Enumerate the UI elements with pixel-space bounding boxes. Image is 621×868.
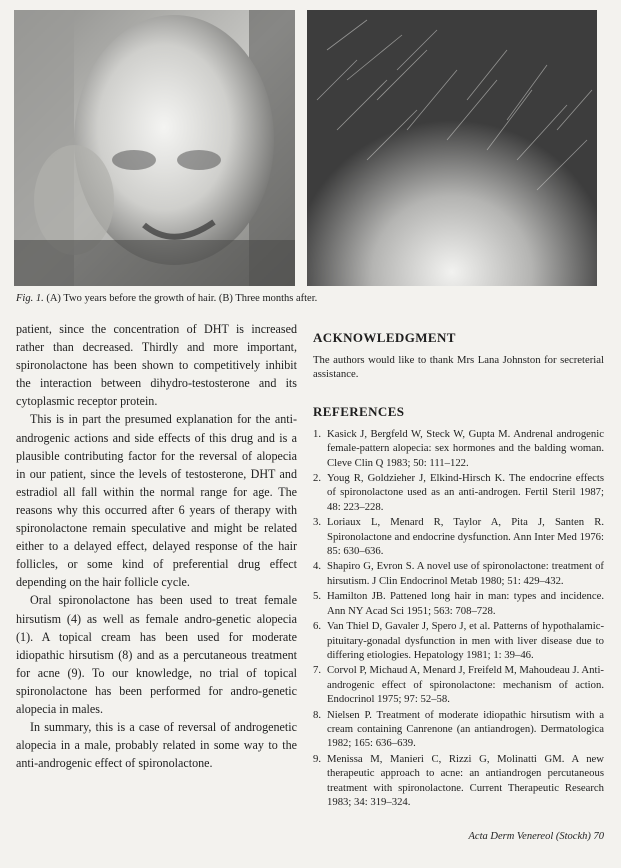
acknowledgment-heading: ACKNOWLEDGMENT (313, 330, 456, 345)
body-text-column (16, 320, 297, 772)
reference-item (313, 515, 604, 558)
references-list (313, 427, 604, 810)
reference-text: Youg R, Goldzieher J, Elkind-Hirsch K. The endocrine effects of spironolactone used as an anti-androgen. Fertil Steril 1987; 48: 223–228. (327, 472, 604, 513)
journal-footer: Acta Derm Venereol (Stockh) 70 (468, 831, 604, 842)
reference-text: Loriaux L, Menard R, Taylor A, Pita J, Santen R. Spironolactone and endocrine dysfunction. Ann Inter Med 1976: 85: 630–636. (327, 516, 604, 558)
reference-item (313, 589, 604, 618)
reference-number: 2. (313, 472, 322, 485)
acknowledgment-references-column (313, 330, 604, 810)
acknowledgment-text: The authors would like to thank Mrs Lana Johnston for secreterial assistance. (313, 354, 604, 381)
reference-item (313, 471, 604, 514)
reference-text: Hamilton JB. Pattened long hair in man: types and incidence. Ann NY Acad Sci 1951; 563: 708–728. (327, 590, 604, 617)
reference-number: 7. (313, 664, 322, 677)
reference-number: 8. (313, 708, 322, 721)
reference-item (313, 708, 604, 751)
figure-1b-photo (307, 10, 597, 286)
reference-item (313, 619, 604, 662)
figure-caption (16, 292, 606, 305)
reference-number: 5. (313, 590, 322, 603)
reference-number: 9. (313, 752, 322, 765)
reference-item (313, 559, 604, 588)
reference-item (313, 663, 604, 706)
body-paragraph-2: This is in part the presumed explanation for the anti-androgenic actions and side effects of this drug and is a plausible contributing factor for the reversal of alopecia in our patient, since the levels of testosterone, DHT and estradiol all fall within the normal range for age. The reasons why this occurred after 6 years of therapy with spironolactone remain speculative and might be related either to a delayed effect, delayed response of the hair follicles, or some kind of preferential drug effect depending on the hair follicle cycle. (16, 412, 297, 590)
references-heading: REFERENCES (313, 403, 405, 419)
reference-number: 6. (313, 620, 322, 633)
reference-text: Shapiro G, Evron S. A novel use of spironolactone: treatment of hirsutism. J Clin Endocrinol Metab 1980; 51: 429–432. (327, 560, 604, 587)
figure-label: Fig. 1. (16, 293, 44, 304)
reference-number: 4. (313, 560, 322, 573)
reference-text: Van Thiel D, Gavaler J, Spero J, et al. Patterns of hypothalamic-pituitary-gonadal dysfunction in men with liver disease due to differing etiologies. Hepatology 1981; 1: 39–46. (327, 620, 604, 661)
reference-item (313, 427, 604, 470)
body-paragraph-1: patient, since the concentration of DHT is increased rather than decreased. Thirdly and more important, spironolactone has been shown to competitively inhibit the interaction between dihydro-testosterone and its cytoplasmic receptor protein. (16, 322, 297, 409)
reference-item (313, 752, 604, 810)
reference-text: Kasick J, Bergfeld W, Steck W, Gupta M. Andrenal androgenic female-pattern alopecia: sex hormones and the balding woman. Cleve Clin Q 1983; 50: 111–122. (327, 427, 604, 469)
body-paragraph-3: Oral spironolactone has been used to treat female hirsutism (4) as well as female andro-genetic alopecia (1). A topical cream has been used for moderate idiopathic hirsutism (8) and as a percutaneous treatment for acne (9). To our knowledge, no trial of topical spironolactone has been performed for andro-genetic alopecia in males. (16, 593, 297, 716)
figure-caption-text: (A) Two years before the growth of hair. (B) Three months after. (43, 293, 318, 304)
reference-number: 1. (313, 427, 322, 440)
figure-1a-photo (14, 10, 295, 286)
reference-text: Menissa M, Manieri C, Rizzi G, Molinatti GM. A new therapeutic approach to acne: an antiandrogen percutaneous treatment with spironolactone. Current Therapeutic Research 1983; 34: 319–324. (327, 752, 604, 808)
reference-number: 3. (313, 516, 322, 529)
reference-text: Corvol P, Michaud A, Menard J, Freifeld M, Mahoudeau J. Anti-androgenic effect of spironolactone: mechanism of action. Endocrinol 1975; 97: 52–58. (327, 664, 604, 706)
body-paragraph-4: In summary, this is a case of reversal of androgenetic alopecia in a male, probably related in some way to the anti-androgenic effect of spironolactone. (16, 720, 297, 771)
reference-text: Nielsen P. Treatment of moderate idiopathic hirsutism with a cream containing Canrenone (an antiandrogen). Dermatologica 1982; 165: 636–639. (327, 708, 604, 750)
